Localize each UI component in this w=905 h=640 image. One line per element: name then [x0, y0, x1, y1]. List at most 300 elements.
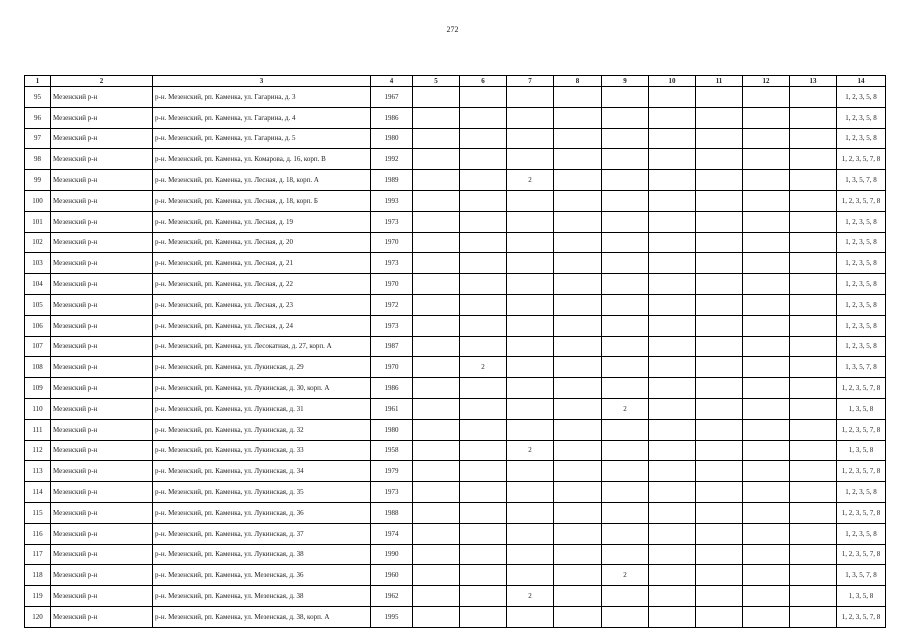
col-5-cell: [413, 606, 460, 627]
col-7-cell: 2: [507, 170, 554, 191]
col-6-cell: [460, 274, 507, 295]
row-number-cell: 96: [25, 107, 51, 128]
col-9-cell: [602, 586, 649, 607]
row-number-cell: 115: [25, 502, 51, 523]
col-9-cell: [602, 378, 649, 399]
col-11-cell: [696, 606, 743, 627]
address-cell: р-н. Мезенский, рп. Каменка, ул. Лукинская, д. 29: [153, 357, 371, 378]
col-13-cell: [790, 544, 837, 565]
address-cell: р-н. Мезенский, рп. Каменка, ул. Лесная, д. 20: [153, 232, 371, 253]
col-7-cell: [507, 128, 554, 149]
col-6-cell: [460, 523, 507, 544]
criteria-cell: 1, 3, 5, 8: [837, 440, 886, 461]
col-10-cell: [649, 586, 696, 607]
district-cell: Мезенский р-н: [51, 107, 153, 128]
district-cell: Мезенский р-н: [51, 128, 153, 149]
col-7-cell: [507, 87, 554, 108]
col-6-cell: [460, 419, 507, 440]
address-cell: р-н. Мезенский, рп. Каменка, ул. Лесная, д. 19: [153, 211, 371, 232]
col-13-cell: [790, 357, 837, 378]
col-11-cell: [696, 419, 743, 440]
col-12-cell: [743, 544, 790, 565]
col-11-cell: [696, 87, 743, 108]
col-8-cell: [554, 523, 602, 544]
col-9-cell: [602, 253, 649, 274]
col-8-cell: [554, 606, 602, 627]
criteria-cell: 1, 2, 3, 5, 8: [837, 315, 886, 336]
criteria-cell: 1, 2, 3, 5, 8: [837, 107, 886, 128]
col-11-cell: [696, 170, 743, 191]
criteria-cell: 1, 2, 3, 5, 7, 8: [837, 606, 886, 627]
col-5-cell: [413, 482, 460, 503]
column-header: 14: [837, 76, 886, 87]
col-11-cell: [696, 544, 743, 565]
col-5-cell: [413, 170, 460, 191]
col-7-cell: [507, 232, 554, 253]
col-10-cell: [649, 211, 696, 232]
table-row: [25, 128, 886, 149]
col-11-cell: [696, 378, 743, 399]
column-header: 7: [507, 76, 554, 87]
row-number-cell: 110: [25, 398, 51, 419]
col-12-cell: [743, 211, 790, 232]
address-cell: р-н. Мезенский, рп. Каменка, ул. Комарова, д. 16, корп. В: [153, 149, 371, 170]
address-cell: р-н. Мезенский, рп. Каменка, ул. Мезенская, д. 36: [153, 565, 371, 586]
address-cell: р-н. Мезенский, рп. Каменка, ул. Лесная, д. 22: [153, 274, 371, 295]
col-6-cell: [460, 482, 507, 503]
address-cell: р-н. Мезенский, рп. Каменка, ул. Лесная, д. 18, корп. Б: [153, 190, 371, 211]
address-cell: р-н. Мезенский, рп. Каменка, ул. Лесная, д. 23: [153, 294, 371, 315]
col-12-cell: [743, 294, 790, 315]
year-cell: 1970: [371, 232, 413, 253]
col-9-cell: [602, 170, 649, 191]
col-7-cell: 2: [507, 440, 554, 461]
address-cell: р-н. Мезенский, рп. Каменка, ул. Лесная, д. 18, корп. А: [153, 170, 371, 191]
year-cell: 1993: [371, 190, 413, 211]
col-12-cell: [743, 419, 790, 440]
column-header: 13: [790, 76, 837, 87]
col-6-cell: [460, 149, 507, 170]
col-12-cell: [743, 461, 790, 482]
criteria-cell: 1, 2, 3, 5, 8: [837, 87, 886, 108]
col-11-cell: [696, 211, 743, 232]
col-9-cell: [602, 357, 649, 378]
col-8-cell: [554, 294, 602, 315]
col-10-cell: [649, 544, 696, 565]
row-number-cell: 95: [25, 87, 51, 108]
col-5-cell: [413, 398, 460, 419]
col-6-cell: [460, 565, 507, 586]
col-5-cell: [413, 149, 460, 170]
col-6-cell: [460, 128, 507, 149]
row-number-cell: 117: [25, 544, 51, 565]
col-11-cell: [696, 107, 743, 128]
table-row: [25, 440, 886, 461]
col-5-cell: [413, 565, 460, 586]
col-12-cell: [743, 586, 790, 607]
year-cell: 1972: [371, 294, 413, 315]
col-8-cell: [554, 149, 602, 170]
col-13-cell: [790, 253, 837, 274]
district-cell: Мезенский р-н: [51, 419, 153, 440]
col-8-cell: [554, 315, 602, 336]
col-7-cell: [507, 419, 554, 440]
address-cell: р-н. Мезенский, рп. Каменка, ул. Мезенская, д. 38, корп. А: [153, 606, 371, 627]
row-number-cell: 102: [25, 232, 51, 253]
col-5-cell: [413, 211, 460, 232]
table-row: [25, 461, 886, 482]
col-13-cell: [790, 190, 837, 211]
address-cell: р-н. Мезенский, рп. Каменка, ул. Лукинская, д. 34: [153, 461, 371, 482]
col-8-cell: [554, 128, 602, 149]
year-cell: 1973: [371, 253, 413, 274]
district-cell: Мезенский р-н: [51, 190, 153, 211]
address-cell: р-н. Мезенский, рп. Каменка, ул. Лукинская, д. 36: [153, 502, 371, 523]
district-cell: Мезенский р-н: [51, 336, 153, 357]
col-8-cell: [554, 274, 602, 295]
col-8-cell: [554, 419, 602, 440]
col-9-cell: [602, 336, 649, 357]
col-7-cell: [507, 336, 554, 357]
col-12-cell: [743, 378, 790, 399]
criteria-cell: 1, 2, 3, 5, 8: [837, 232, 886, 253]
column-header: 4: [371, 76, 413, 87]
col-11-cell: [696, 398, 743, 419]
col-9-cell: [602, 149, 649, 170]
col-8-cell: [554, 440, 602, 461]
col-6-cell: [460, 107, 507, 128]
district-cell: Мезенский р-н: [51, 170, 153, 191]
col-11-cell: [696, 502, 743, 523]
district-cell: Мезенский р-н: [51, 440, 153, 461]
col-7-cell: [507, 461, 554, 482]
col-9-cell: 2: [602, 398, 649, 419]
col-10-cell: [649, 170, 696, 191]
table-row: [25, 315, 886, 336]
col-8-cell: [554, 586, 602, 607]
year-cell: 1992: [371, 149, 413, 170]
col-7-cell: [507, 149, 554, 170]
col-13-cell: [790, 440, 837, 461]
col-6-cell: [460, 502, 507, 523]
criteria-cell: 1, 2, 3, 5, 7, 8: [837, 190, 886, 211]
col-7-cell: [507, 274, 554, 295]
address-cell: р-н. Мезенский, рп. Каменка, ул. Гагарина, д. 3: [153, 87, 371, 108]
row-number-cell: 114: [25, 482, 51, 503]
column-header: 5: [413, 76, 460, 87]
criteria-cell: 1, 2, 3, 5, 7, 8: [837, 502, 886, 523]
criteria-cell: 1, 2, 3, 5, 8: [837, 294, 886, 315]
col-12-cell: [743, 315, 790, 336]
col-13-cell: [790, 274, 837, 295]
address-cell: р-н. Мезенский, рп. Каменка, ул. Лесокатная, д. 27, корп. А: [153, 336, 371, 357]
col-10-cell: [649, 461, 696, 482]
col-8-cell: [554, 378, 602, 399]
district-cell: Мезенский р-н: [51, 87, 153, 108]
table-row: [25, 378, 886, 399]
table-row: [25, 211, 886, 232]
year-cell: 1970: [371, 274, 413, 295]
col-12-cell: [743, 170, 790, 191]
col-10-cell: [649, 294, 696, 315]
col-13-cell: [790, 294, 837, 315]
col-6-cell: [460, 190, 507, 211]
col-5-cell: [413, 502, 460, 523]
col-13-cell: [790, 606, 837, 627]
col-5-cell: [413, 87, 460, 108]
col-10-cell: [649, 274, 696, 295]
address-cell: р-н. Мезенский, рп. Каменка, ул. Лукинская, д. 33: [153, 440, 371, 461]
col-6-cell: [460, 211, 507, 232]
col-6-cell: [460, 87, 507, 108]
row-number-cell: 98: [25, 149, 51, 170]
col-10-cell: [649, 565, 696, 586]
table-row: [25, 606, 886, 627]
col-7-cell: [507, 294, 554, 315]
column-header: 6: [460, 76, 507, 87]
col-13-cell: [790, 211, 837, 232]
table-row: [25, 253, 886, 274]
col-5-cell: [413, 128, 460, 149]
col-12-cell: [743, 107, 790, 128]
col-12-cell: [743, 565, 790, 586]
col-5-cell: [413, 232, 460, 253]
col-7-cell: [507, 378, 554, 399]
col-7-cell: [507, 211, 554, 232]
criteria-cell: 1, 3, 5, 7, 8: [837, 170, 886, 191]
district-cell: Мезенский р-н: [51, 274, 153, 295]
row-number-cell: 108: [25, 357, 51, 378]
col-8-cell: [554, 253, 602, 274]
registry-table: [24, 75, 886, 628]
table-row: [25, 170, 886, 191]
col-11-cell: [696, 149, 743, 170]
criteria-cell: 1, 2, 3, 5, 8: [837, 274, 886, 295]
table-row: [25, 398, 886, 419]
row-number-cell: 105: [25, 294, 51, 315]
table-body: [25, 87, 886, 628]
district-cell: Мезенский р-н: [51, 315, 153, 336]
col-7-cell: [507, 253, 554, 274]
col-13-cell: [790, 523, 837, 544]
col-11-cell: [696, 315, 743, 336]
table-row: [25, 87, 886, 108]
col-9-cell: [602, 232, 649, 253]
row-number-cell: 118: [25, 565, 51, 586]
col-7-cell: [507, 523, 554, 544]
col-12-cell: [743, 253, 790, 274]
col-9-cell: [602, 502, 649, 523]
address-cell: р-н. Мезенский, рп. Каменка, ул. Гагарина, д. 4: [153, 107, 371, 128]
col-5-cell: [413, 336, 460, 357]
col-12-cell: [743, 357, 790, 378]
col-12-cell: [743, 523, 790, 544]
col-8-cell: [554, 398, 602, 419]
row-number-cell: 113: [25, 461, 51, 482]
col-5-cell: [413, 253, 460, 274]
col-12-cell: [743, 482, 790, 503]
col-6-cell: 2: [460, 357, 507, 378]
col-13-cell: [790, 232, 837, 253]
criteria-cell: 1, 2, 3, 5, 7, 8: [837, 544, 886, 565]
col-9-cell: [602, 128, 649, 149]
col-9-cell: [602, 190, 649, 211]
col-6-cell: [460, 544, 507, 565]
district-cell: Мезенский р-н: [51, 211, 153, 232]
row-number-cell: 97: [25, 128, 51, 149]
col-13-cell: [790, 128, 837, 149]
col-5-cell: [413, 107, 460, 128]
col-10-cell: [649, 107, 696, 128]
year-cell: 1973: [371, 315, 413, 336]
column-header: 9: [602, 76, 649, 87]
col-5-cell: [413, 544, 460, 565]
col-6-cell: [460, 586, 507, 607]
col-12-cell: [743, 190, 790, 211]
table-row: [25, 482, 886, 503]
col-9-cell: [602, 606, 649, 627]
criteria-cell: 1, 3, 5, 8: [837, 398, 886, 419]
col-10-cell: [649, 336, 696, 357]
district-cell: Мезенский р-н: [51, 482, 153, 503]
year-cell: 1986: [371, 378, 413, 399]
column-header: 11: [696, 76, 743, 87]
district-cell: Мезенский р-н: [51, 149, 153, 170]
col-9-cell: [602, 294, 649, 315]
col-11-cell: [696, 586, 743, 607]
criteria-cell: 1, 2, 3, 5, 8: [837, 211, 886, 232]
col-10-cell: [649, 190, 696, 211]
col-13-cell: [790, 315, 837, 336]
year-cell: 1989: [371, 170, 413, 191]
row-number-cell: 120: [25, 606, 51, 627]
criteria-cell: 1, 2, 3, 5, 7, 8: [837, 419, 886, 440]
col-5-cell: [413, 419, 460, 440]
col-5-cell: [413, 274, 460, 295]
col-11-cell: [696, 440, 743, 461]
col-9-cell: [602, 211, 649, 232]
col-6-cell: [460, 461, 507, 482]
col-12-cell: [743, 606, 790, 627]
column-header: 12: [743, 76, 790, 87]
year-cell: 1974: [371, 523, 413, 544]
criteria-cell: 1, 2, 3, 5, 8: [837, 128, 886, 149]
district-cell: Мезенский р-н: [51, 294, 153, 315]
col-11-cell: [696, 523, 743, 544]
col-13-cell: [790, 482, 837, 503]
year-cell: 1979: [371, 461, 413, 482]
col-6-cell: [460, 232, 507, 253]
table-row: [25, 190, 886, 211]
col-6-cell: [460, 378, 507, 399]
column-header: 2: [51, 76, 153, 87]
district-cell: Мезенский р-н: [51, 544, 153, 565]
col-10-cell: [649, 378, 696, 399]
year-cell: 1960: [371, 565, 413, 586]
col-5-cell: [413, 523, 460, 544]
col-9-cell: [602, 544, 649, 565]
col-12-cell: [743, 128, 790, 149]
col-8-cell: [554, 87, 602, 108]
year-cell: 1958: [371, 440, 413, 461]
col-13-cell: [790, 398, 837, 419]
col-8-cell: [554, 336, 602, 357]
col-10-cell: [649, 523, 696, 544]
table-row: [25, 357, 886, 378]
district-cell: Мезенский р-н: [51, 523, 153, 544]
district-cell: Мезенский р-н: [51, 461, 153, 482]
district-cell: Мезенский р-н: [51, 586, 153, 607]
col-6-cell: [460, 398, 507, 419]
col-11-cell: [696, 357, 743, 378]
col-9-cell: [602, 440, 649, 461]
row-number-cell: 106: [25, 315, 51, 336]
row-number-cell: 111: [25, 419, 51, 440]
col-13-cell: [790, 461, 837, 482]
col-5-cell: [413, 294, 460, 315]
header-row: [25, 76, 886, 87]
col-11-cell: [696, 294, 743, 315]
address-cell: р-н. Мезенский, рп. Каменка, ул. Лукинская, д. 38: [153, 544, 371, 565]
col-12-cell: [743, 274, 790, 295]
col-12-cell: [743, 232, 790, 253]
col-11-cell: [696, 232, 743, 253]
col-8-cell: [554, 482, 602, 503]
col-9-cell: [602, 419, 649, 440]
col-13-cell: [790, 586, 837, 607]
row-number-cell: 116: [25, 523, 51, 544]
table-row: [25, 232, 886, 253]
address-cell: р-н. Мезенский, рп. Каменка, ул. Лукинская, д. 35: [153, 482, 371, 503]
address-cell: р-н. Мезенский, рп. Каменка, ул. Мезенская, д. 38: [153, 586, 371, 607]
year-cell: 1970: [371, 357, 413, 378]
column-header: 8: [554, 76, 602, 87]
row-number-cell: 103: [25, 253, 51, 274]
col-8-cell: [554, 461, 602, 482]
col-9-cell: [602, 107, 649, 128]
year-cell: 1990: [371, 544, 413, 565]
address-cell: р-н. Мезенский, рп. Каменка, ул. Лесная, д. 24: [153, 315, 371, 336]
row-number-cell: 119: [25, 586, 51, 607]
column-header: 10: [649, 76, 696, 87]
district-cell: Мезенский р-н: [51, 606, 153, 627]
table-row: [25, 502, 886, 523]
col-10-cell: [649, 253, 696, 274]
address-cell: р-н. Мезенский, рп. Каменка, ул. Лукинская, д. 30, корп. А: [153, 378, 371, 399]
col-10-cell: [649, 128, 696, 149]
col-10-cell: [649, 357, 696, 378]
col-10-cell: [649, 398, 696, 419]
criteria-cell: 1, 3, 5, 7, 8: [837, 357, 886, 378]
col-11-cell: [696, 190, 743, 211]
address-cell: р-н. Мезенский, рп. Каменка, ул. Лесная, д. 21: [153, 253, 371, 274]
col-10-cell: [649, 482, 696, 503]
col-11-cell: [696, 253, 743, 274]
criteria-cell: 1, 3, 5, 7, 8: [837, 565, 886, 586]
col-11-cell: [696, 482, 743, 503]
col-13-cell: [790, 378, 837, 399]
table-row: [25, 107, 886, 128]
address-cell: р-н. Мезенский, рп. Каменка, ул. Лукинская, д. 32: [153, 419, 371, 440]
district-cell: Мезенский р-н: [51, 502, 153, 523]
col-7-cell: [507, 482, 554, 503]
col-10-cell: [649, 502, 696, 523]
page-number: 272: [446, 25, 459, 34]
criteria-cell: 1, 2, 3, 5, 7, 8: [837, 149, 886, 170]
col-9-cell: 2: [602, 565, 649, 586]
table-row: [25, 336, 886, 357]
col-6-cell: [460, 315, 507, 336]
